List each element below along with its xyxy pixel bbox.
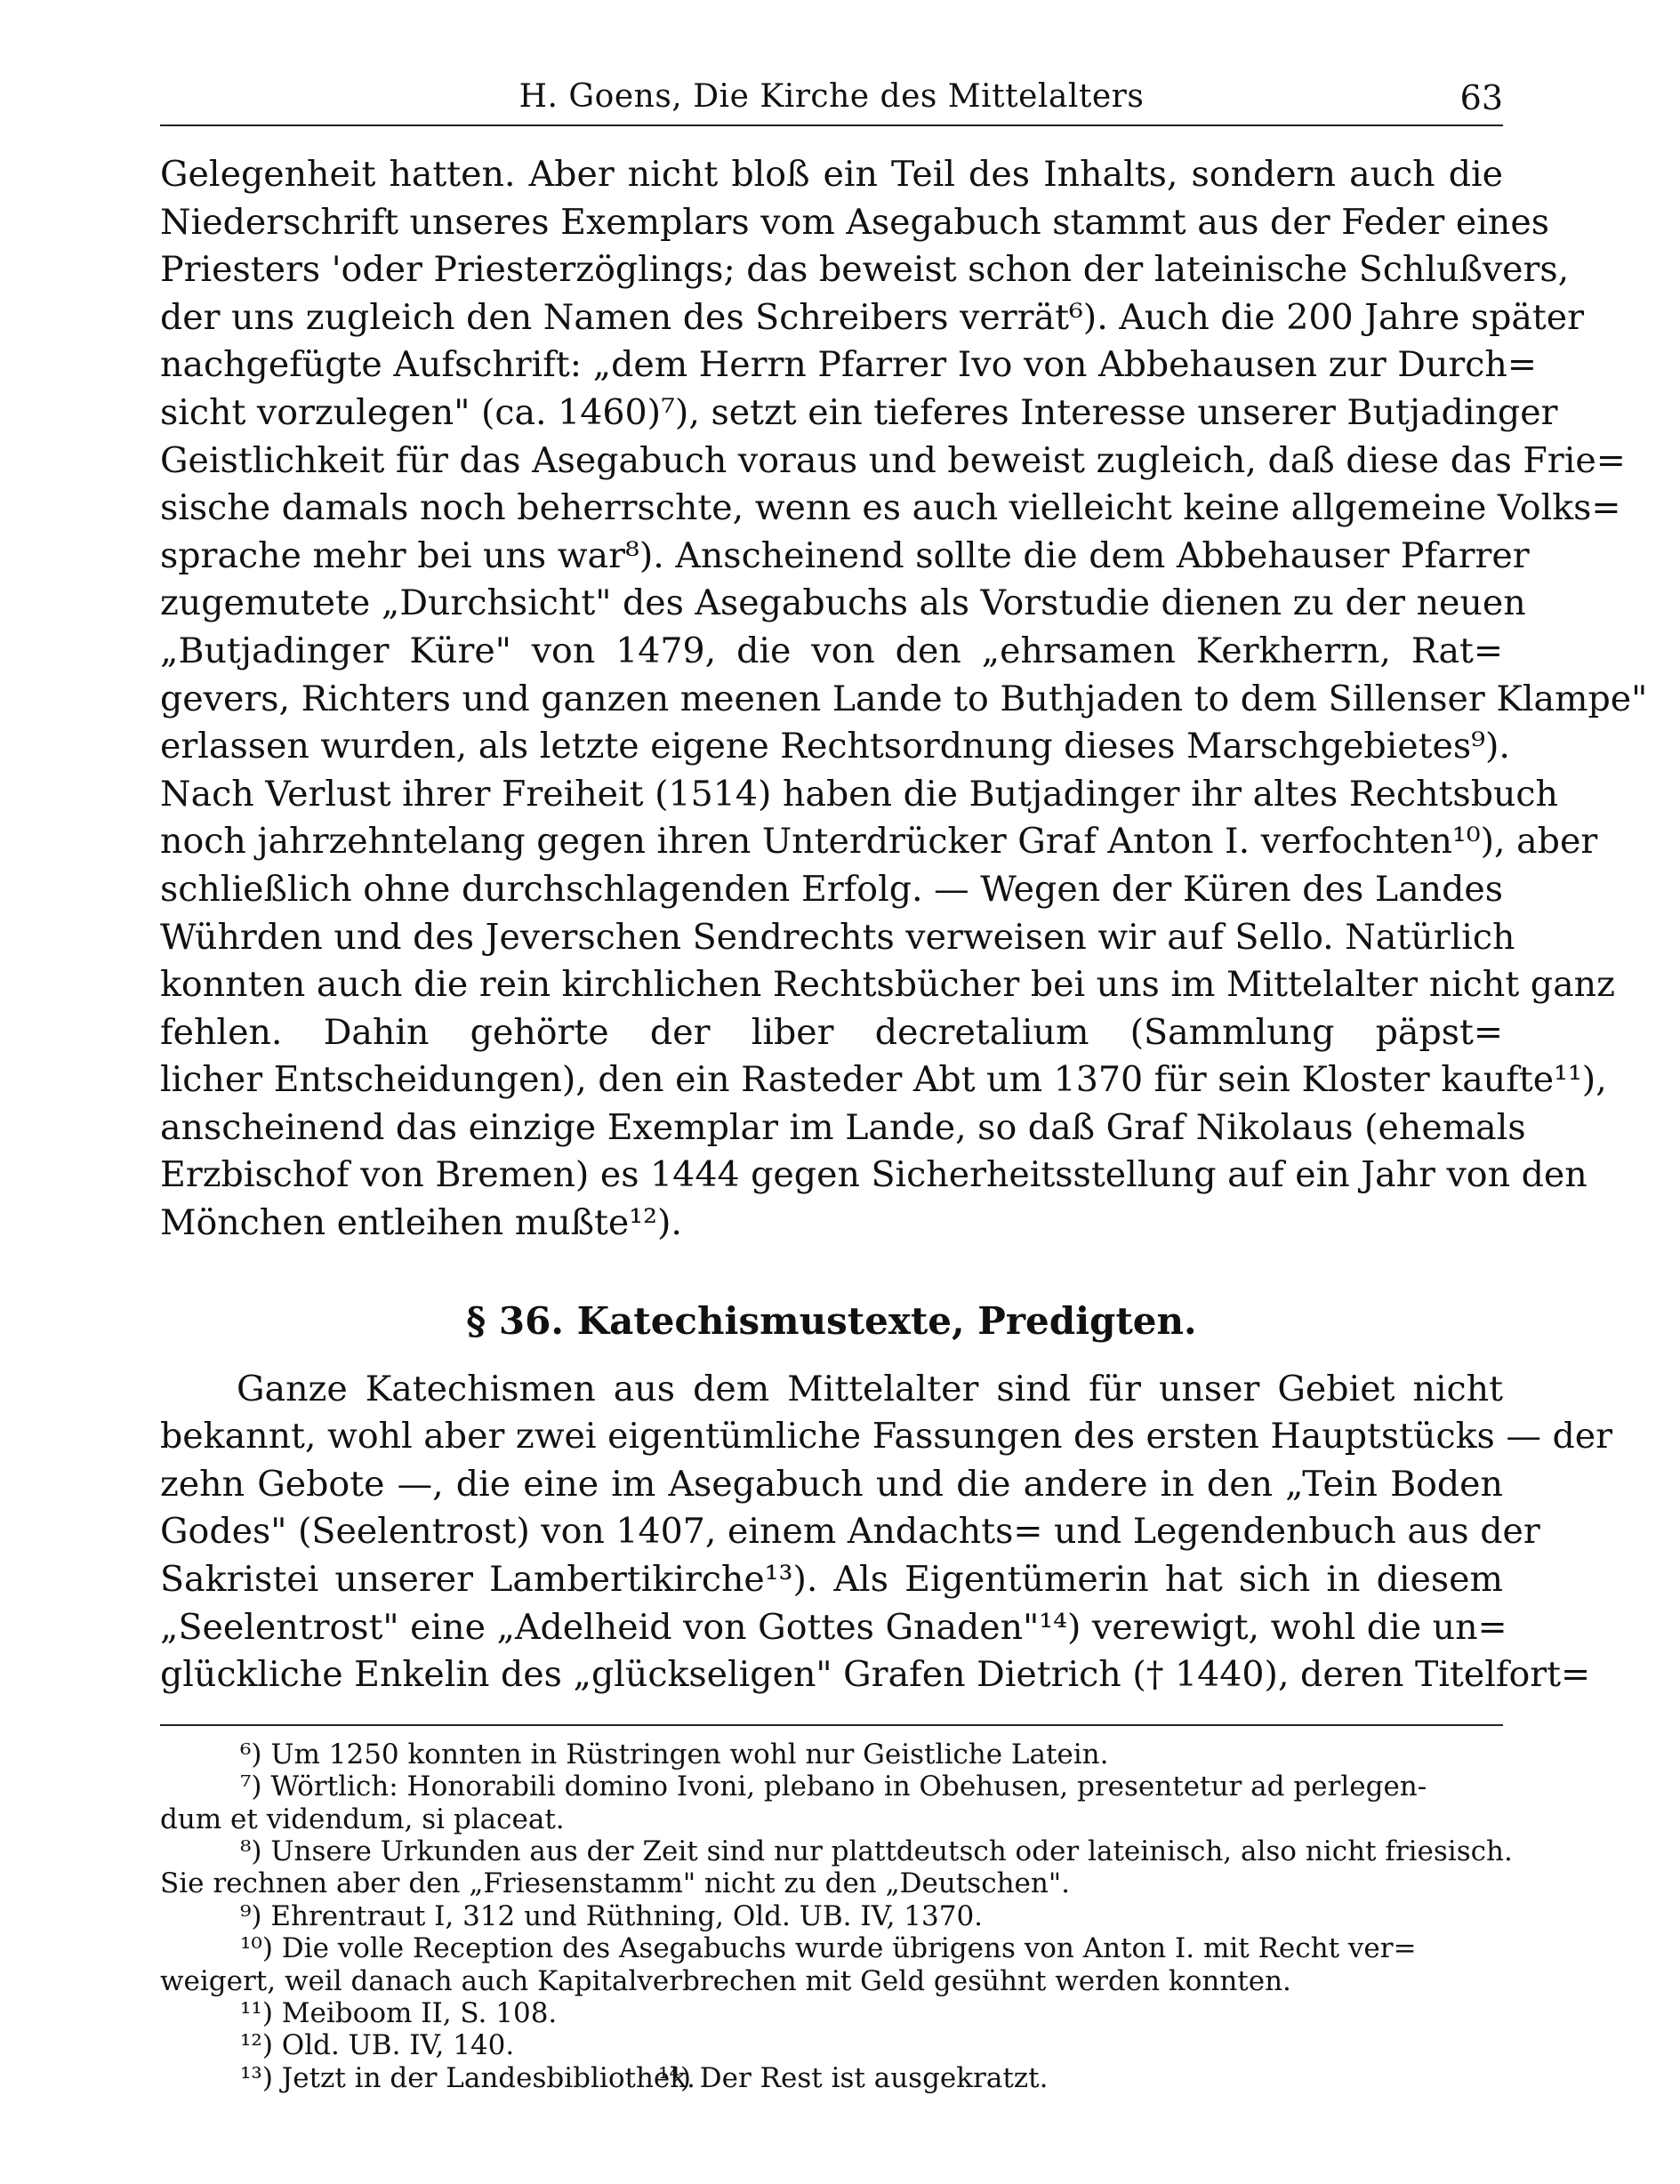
- text-line: zehn Gebote —, die eine im Asegabuch und die andere in den „Tein Boden: [160, 1463, 1503, 1505]
- footnote-10: ¹⁰) Die volle Reception des Asegabuchs wurde übrigens von Anton I. mit Recht ver=: [240, 1932, 1417, 1965]
- text-line: Mönchen entleihen mußte¹²).: [160, 1202, 682, 1244]
- text-line: Geistlichkeit für das Asegabuch voraus und beweist zugleich, daß diese das Frie=: [160, 439, 1626, 481]
- text-line: Sakristei unserer Lambertikirche¹³). Als Eigentümerin hat sich in diesem: [160, 1559, 1503, 1601]
- text-line: Niederschrift unseres Exemplars vom Asegabuch stammt aus der Feder eines: [160, 201, 1549, 243]
- text-line: Priesters 'oder Priesterzöglings; das beweist schon der lateinische Schlußvers,: [160, 249, 1570, 291]
- text-line: Ganze Katechismen aus dem Mittelalter sind für unser Gebiet nicht: [237, 1368, 1503, 1409]
- text-line: anscheinend das einzige Exemplar im Lande, so daß Graf Nikolaus (ehemals: [160, 1106, 1526, 1148]
- text-line: nachgefügte Aufschrift: „dem Herrn Pfarrer Ivo von Abbehausen zur Durch=: [160, 344, 1537, 386]
- text-line: sprache mehr bei uns war⁸). Anscheinend sollte die dem Abbehauser Pfarrer: [160, 534, 1530, 576]
- page-header: [160, 71, 1503, 126]
- footnote-7: ⁷) Wörtlich: Honorabili domino Ivoni, plebano in Obehusen, presentetur ad perlegen-: [240, 1770, 1427, 1803]
- text-line: bekannt, wohl aber zwei eigentümliche Fassungen des ersten Hauptstücks — der: [160, 1416, 1612, 1457]
- document-page: [160, 71, 1648, 2094]
- footnote-7-continued: dum et videndum, si placeat.: [160, 1803, 565, 1835]
- footnote-8: ⁸) Unsere Urkunden aus der Zeit sind nur plattdeutsch oder lateinisch, also nicht friesisch.: [240, 1835, 1513, 1868]
- footnote-divider: [160, 1724, 1503, 1726]
- footnote-13-14: [160, 2062, 1503, 2094]
- footnote-11: ¹¹) Meiboom II, S. 108.: [240, 1997, 558, 2030]
- text-line: Gelegenheit hatten. Aber nicht bloß ein Teil des Inhalts, sondern auch die: [160, 154, 1503, 195]
- text-line: Godes" (Seelentrost) von 1407, einem Andachts= und Legendenbuch aus der: [160, 1511, 1540, 1553]
- text-line: zugemutete „Durchsicht" des Asegabuchs als Vorstudie dienen zu der neuen: [160, 582, 1526, 624]
- text-line: der uns zugleich den Namen des Schreibers verrät⁶). Auch die 200 Jahre später: [160, 296, 1585, 338]
- text-line: gevers, Richters und ganzen meenen Lande to Buthjaden to dem Sillenser Klampe": [160, 678, 1648, 719]
- footnote-14: ¹⁴) Der Rest ist ausgekratzt.: [658, 2061, 1049, 2094]
- text-line: glückliche Enkelin des „glückseligen" Grafen Dietrich († 1440), deren Titelfort=: [160, 1654, 1591, 1696]
- text-line: noch jahrzehntelang gegen ihren Unterdrücker Graf Anton I. verfochten¹⁰), aber: [160, 821, 1598, 863]
- text-line: sicht vorzulegen" (ca. 1460)⁷), setzt ein tieferes Interesse unserer Butjadinger: [160, 391, 1558, 433]
- text-line: konnten auch die rein kirchlichen Rechtsbücher bei uns im Mittelalter nicht ganz: [160, 964, 1615, 1006]
- footnote-10-continued: weigert, weil danach auch Kapitalverbrechen mit Geld gesühnt werden konnten.: [160, 1964, 1291, 1997]
- text-line: erlassen wurden, als letzte eigene Rechtsordnung dieses Marschgebietes⁹).: [160, 726, 1510, 767]
- footnote-12: ¹²) Old. UB. IV, 140.: [240, 2029, 515, 2062]
- text-line: „Butjadinger Küre" von 1479, die von den „ehrsamen Kerkherrn, Rat=: [160, 630, 1503, 671]
- text-line: Nach Verlust ihrer Freiheit (1514) haben die Butjadinger ihr altes Rechtsbuch: [160, 773, 1558, 815]
- text-line: sische damals noch beherrschte, wenn es auch vielleicht keine allgemeine Volks=: [160, 487, 1621, 529]
- text-line: schließlich ohne durchschlagenden Erfolg. — Wegen der Küren des Landes: [160, 868, 1503, 910]
- text-line: licher Entscheidungen), den ein Rasteder Abt um 1370 für sein Kloster kaufte¹¹),: [160, 1059, 1607, 1101]
- running-title: H. Goens, Die Kirche des Mittelalters: [518, 78, 1145, 115]
- text-line: Wührden und des Jeverschen Sendrechts verweisen wir auf Sello. Natürlich: [160, 916, 1515, 958]
- section-heading: § 36. Katechismustexte, Predigten.: [466, 1298, 1197, 1343]
- text-line: „Seelentrost" eine „Adelheid von Gottes Gnaden"¹⁴) verewigt, wohl die un=: [160, 1606, 1507, 1648]
- footnotes: [160, 1738, 1513, 2094]
- paragraph-main-text: [160, 151, 1648, 1248]
- text-line: fehlen. Dahin gehörte der liber decretalium (Sammlung päpst=: [160, 1011, 1503, 1053]
- text-line: Erzbischof von Bremen) es 1444 gegen Sicherheitsstellung auf ein Jahr von den: [160, 1154, 1588, 1196]
- paragraph-section-36: [160, 1366, 1612, 1699]
- footnote-6: ⁶) Um 1250 konnten in Rüstringen wohl nur Geistliche Latein.: [240, 1738, 1109, 1770]
- footnote-8-continued: Sie rechnen aber den „Friesenstamm" nicht zu den „Deutschen".: [160, 1867, 1070, 1900]
- footnote-13: ¹³) Jetzt in der Landesbibliothek.: [240, 2061, 695, 2094]
- footnote-9: ⁹) Ehrentraut I, 312 und Rüthning, Old. UB. IV, 1370.: [240, 1899, 984, 1932]
- page-number: 63: [1459, 78, 1503, 117]
